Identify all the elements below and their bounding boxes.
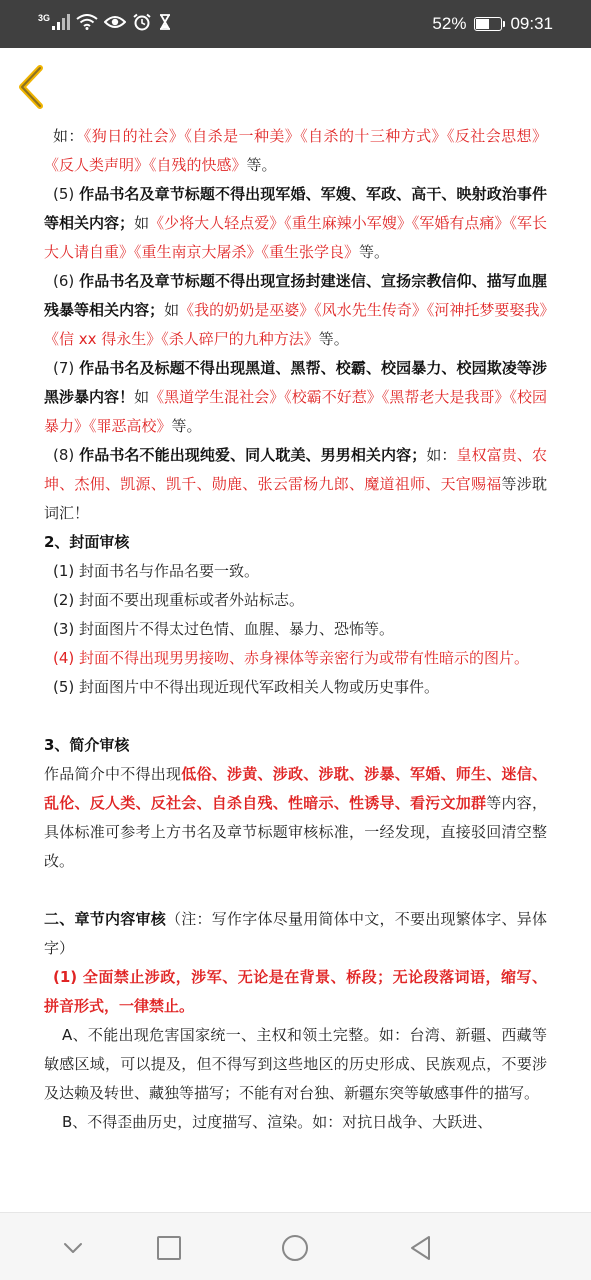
- status-right: [432, 12, 553, 36]
- battery-charging-icon: [474, 17, 502, 31]
- spacer: [0, 876, 591, 905]
- rule-title: 作品书名及章节标题不得出现宣扬封建迷信、宣扬宗教信仰、描写血腥残暴等相关内容；: [44, 272, 548, 319]
- rule-number: (8): [53, 446, 80, 464]
- rule-6: [0, 267, 591, 354]
- chapter-rule-a: A、不能出现危害国家统一、主权和领土完整。如：台湾、新疆、西藏等敏感区域，可以提及，但不得写到这些地区的历史形成、民族观点，不要涉及达赖及转世、藏独等描写；不能有对台独、新疆东突等敏感事件的描写。: [44, 1026, 547, 1102]
- status-left: [38, 12, 172, 36]
- nav-header: [0, 48, 591, 126]
- document-content: [0, 122, 591, 1212]
- text: 如：: [53, 127, 84, 145]
- chapter-rule-1: (1) 全面禁止涉政，涉军、无论是在背景、桥段；无论段落词语，缩写、拼音形式，一律禁止。: [44, 968, 547, 1015]
- back-triangle-icon: [404, 1231, 438, 1265]
- text: 等涉耽词汇！: [44, 475, 547, 522]
- text: 等。: [318, 330, 349, 348]
- rule-title: 作品书名及章节标题不得出现军婚、军嫂、军政、高干、映射政治事件等相关内容；: [44, 185, 548, 232]
- section-heading-cover: [0, 528, 591, 557]
- chevron-left-icon: [10, 62, 54, 112]
- text: 如：: [426, 446, 457, 464]
- home-button[interactable]: [278, 1231, 312, 1265]
- cover-rule-3: (3) 封面图片不得太过色情、血腥、暴力、恐怖等。: [53, 620, 395, 638]
- rule-title: 作品书名不能出现纯爱、同人耽美、男男相关内容；: [79, 446, 427, 464]
- example-titles: 《黑道学生混社会》《校霸不好惹》《黑帮老大是我哥》《校园暴力》《罪恶高校》: [44, 388, 547, 435]
- paragraph-examples: [0, 122, 591, 180]
- eye-icon: [104, 14, 126, 35]
- rule-number: (7): [53, 359, 80, 377]
- wifi-icon: [76, 14, 98, 35]
- network-type-label: 3G: [38, 13, 51, 23]
- battery-percent: 52%: [432, 14, 467, 33]
- text: 等。: [171, 417, 202, 435]
- text: 如: [134, 388, 150, 406]
- example-titles: 《狗日的社会》《自杀是一种美》《自杀的十三种方式》《反社会思想》《反人类声明》《自残的快感》: [44, 127, 547, 174]
- rule-title: 作品书名及标题不得出现黑道、黑帮、校霸、校园暴力、校园欺凌等涉黑涉暴内容！: [44, 359, 548, 406]
- section-heading-summary: [0, 731, 591, 760]
- heading-note: （注：写作字体尽量用简体中文，不要出现繁体字、异体字）: [44, 910, 547, 957]
- heading-text: 2、封面审核: [44, 533, 130, 551]
- cover-rule-4: (4) 封面不得出现男男接吻、赤身裸体等亲密行为或带有性暗示的图片。: [53, 649, 530, 667]
- rule-5: [0, 180, 591, 267]
- rule-8: [0, 441, 591, 528]
- spacer: [0, 702, 591, 731]
- chapter-rule-b: B、不得歪曲历史，过度描写、渲染。如：对抗日战争、大跃进、: [62, 1113, 493, 1131]
- home-circle-icon: [278, 1231, 312, 1265]
- system-navigation-bar: [0, 1212, 591, 1280]
- alarm-icon: [132, 13, 152, 36]
- summary-rule: [0, 760, 591, 876]
- heading-text: 3、简介审核: [44, 736, 130, 754]
- text: 等。: [359, 243, 390, 261]
- status-bar: [0, 0, 591, 48]
- section-heading-chapter: [0, 905, 591, 963]
- rule-number: (6): [53, 272, 80, 290]
- back-nav-button[interactable]: [404, 1231, 438, 1265]
- cover-rule-2: (2) 封面不要出现重标或者外站标志。: [53, 591, 305, 609]
- clock: 09:31: [510, 14, 553, 33]
- rule-number: (5): [53, 185, 80, 203]
- example-titles: 《少将大人轻点爱》《重生麻辣小军嫂》《军婚有点痛》《军长大人请自重》《重生南京大屠杀》《重生张学良》: [44, 214, 547, 261]
- collapse-button[interactable]: [56, 1231, 90, 1265]
- collapse-chevron-icon: [56, 1231, 90, 1265]
- cover-rule-5: (5) 封面图片中不得出现近现代军政相关人物或历史事件。: [53, 678, 440, 696]
- text: 作品简介中不得出现: [44, 765, 182, 783]
- heading-text: 二、章节内容审核: [44, 910, 166, 928]
- banned-terms: 低俗、涉黄、涉政、涉耽、涉暴、军婚、师生、迷信、乱伦、反人类、反社会、自杀自残、性暗示、性诱导、看污文加群: [44, 765, 547, 812]
- signal-icon: [52, 14, 70, 35]
- example-titles: 《我的奶奶是巫婆》《风水先生传奇》《河神托梦要娶我》《信 xx 得永生》《杀人碎尸的九种方法》: [44, 301, 547, 348]
- text: 如: [164, 301, 180, 319]
- example-terms: 皇权富贵、农坤、杰佣、凯源、凯千、勋鹿、张云雷杨九郎、魔道祖师、天官赐福: [44, 446, 547, 493]
- text: 等内容，具体标准可参考上方书名及章节标题审核标准，一经发现，直接驳回清空整改。: [44, 794, 547, 870]
- text: 如: [134, 214, 150, 232]
- rule-7: [0, 354, 591, 441]
- text: 等。: [246, 156, 277, 174]
- recents-square-icon: [152, 1231, 186, 1265]
- cover-rule-1: (1) 封面书名与作品名要一致。: [53, 562, 260, 580]
- recents-button[interactable]: [152, 1231, 186, 1265]
- back-button[interactable]: [10, 62, 54, 112]
- hourglass-icon: [158, 14, 172, 35]
